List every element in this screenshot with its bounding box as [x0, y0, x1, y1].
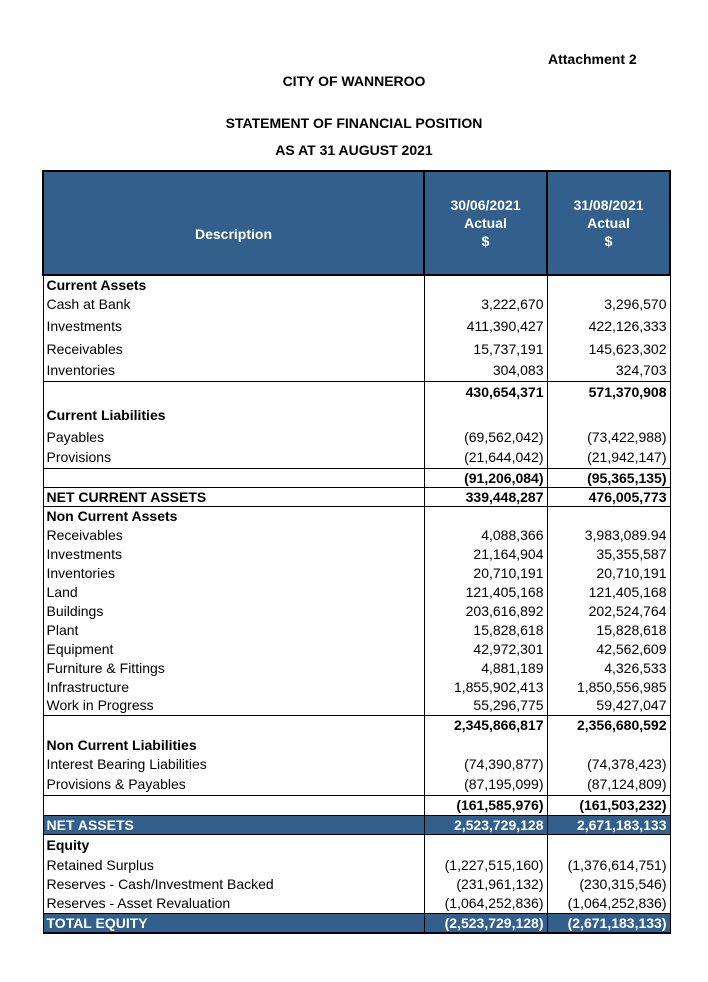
row-value-30-06-2021: 42,972,301	[424, 639, 547, 658]
row-label: Receivables	[43, 525, 424, 544]
row-value-30-06-2021: 121,405,168	[424, 582, 547, 601]
row-label: Reserves - Asset Revaluation	[43, 893, 424, 913]
row-label: Infrastructure	[43, 677, 424, 696]
row-label: Inventories	[43, 359, 424, 381]
row-label: Investments	[43, 544, 424, 563]
row-value-31-08-2021: (1,064,252,836)	[547, 893, 670, 913]
row-value-31-08-2021: 476,005,773	[547, 487, 670, 506]
table-row	[43, 403, 670, 427]
row-value-30-06-2021: (91,206,084)	[424, 468, 547, 487]
table-row	[43, 735, 670, 754]
row-value-31-08-2021: (21,942,147)	[547, 447, 670, 468]
table-row	[43, 774, 670, 795]
table-row	[43, 338, 670, 359]
row-label: Non Current Liabilities	[43, 735, 424, 754]
row-value-31-08-2021: 324,703	[547, 359, 670, 381]
row-label: NET ASSETS	[43, 815, 424, 834]
row-label: Equity	[43, 834, 424, 855]
row-value-31-08-2021: 59,427,047	[547, 696, 670, 715]
row-value-31-08-2021: 35,355,587	[547, 544, 670, 563]
row-label: Cash at Bank	[43, 294, 424, 314]
row-value-31-08-2021: 20,710,191	[547, 563, 670, 582]
row-value-31-08-2021: 42,562,609	[547, 639, 670, 658]
table-row	[43, 563, 670, 582]
row-value-30-06-2021: (161,585,976)	[424, 795, 547, 815]
row-value-30-06-2021	[424, 506, 547, 525]
table-header-row	[43, 171, 670, 275]
row-label: Interest Bearing Liabilities	[43, 754, 424, 774]
col2-label: Actual	[587, 215, 630, 231]
statement-title: STATEMENT OF FINANCIAL POSITION	[225, 115, 483, 131]
financial-position-table	[42, 170, 671, 934]
row-value-31-08-2021: 15,828,618	[547, 620, 670, 639]
row-label: Inventories	[43, 563, 424, 582]
row-label: Plant	[43, 620, 424, 639]
row-label	[43, 715, 424, 735]
row-value-30-06-2021: 15,737,191	[424, 338, 547, 359]
table-row	[43, 525, 670, 544]
row-value-31-08-2021: 121,405,168	[547, 582, 670, 601]
row-label: Provisions	[43, 447, 424, 468]
col2-date: 31/08/2021	[573, 197, 644, 213]
row-label: Buildings	[43, 601, 424, 620]
row-value-30-06-2021: 203,616,892	[424, 601, 547, 620]
row-value-31-08-2021: 1,850,556,985	[547, 677, 670, 696]
row-label: Current Assets	[43, 275, 424, 294]
row-value-31-08-2021	[547, 735, 670, 754]
row-label: Non Current Assets	[43, 506, 424, 525]
col1-header	[424, 171, 547, 275]
row-value-31-08-2021: 2,671,183,133	[547, 815, 670, 834]
table-row	[43, 815, 670, 834]
col1-date: 30/06/2021	[450, 197, 521, 213]
attachment-label: Attachment 2	[548, 51, 637, 67]
table-row	[43, 601, 670, 620]
row-label: Land	[43, 582, 424, 601]
row-value-31-08-2021: (161,503,232)	[547, 795, 670, 815]
row-value-31-08-2021: (1,376,614,751)	[547, 855, 670, 874]
table-row	[43, 582, 670, 601]
row-value-31-08-2021: 202,524,764	[547, 601, 670, 620]
row-label	[43, 795, 424, 815]
row-value-31-08-2021: (2,671,183,133)	[547, 913, 670, 933]
row-label: Equipment	[43, 639, 424, 658]
row-value-30-06-2021: 2,345,866,817	[424, 715, 547, 735]
row-label: TOTAL EQUITY	[43, 913, 424, 933]
table-row	[43, 677, 670, 696]
row-label: Retained Surplus	[43, 855, 424, 874]
row-value-31-08-2021: (73,422,988)	[547, 427, 670, 447]
row-value-31-08-2021	[547, 403, 670, 427]
row-value-30-06-2021	[424, 403, 547, 427]
row-value-30-06-2021: 2,523,729,128	[424, 815, 547, 834]
table-row	[43, 506, 670, 525]
row-label: Furniture & Fittings	[43, 658, 424, 677]
row-label: Current Liabilities	[43, 403, 424, 427]
row-value-30-06-2021	[424, 834, 547, 855]
table-row	[43, 294, 670, 314]
row-value-30-06-2021	[424, 275, 547, 294]
row-label: NET CURRENT ASSETS	[43, 487, 424, 506]
table-row	[43, 544, 670, 563]
row-label: Investments	[43, 314, 424, 338]
row-value-30-06-2021: 20,710,191	[424, 563, 547, 582]
row-value-31-08-2021: (230,315,546)	[547, 874, 670, 893]
table-row	[43, 314, 670, 338]
row-label: Provisions & Payables	[43, 774, 424, 795]
table-row	[43, 754, 670, 774]
table-row	[43, 381, 670, 403]
row-value-30-06-2021: 55,296,775	[424, 696, 547, 715]
row-value-30-06-2021: 339,448,287	[424, 487, 547, 506]
row-value-30-06-2021: (21,644,042)	[424, 447, 547, 468]
row-label	[43, 381, 424, 403]
table-row	[43, 696, 670, 715]
col2-unit: $	[604, 233, 613, 249]
row-value-30-06-2021: (74,390,877)	[424, 754, 547, 774]
row-value-30-06-2021: 4,881,189	[424, 658, 547, 677]
row-value-30-06-2021: (231,961,132)	[424, 874, 547, 893]
table-row	[43, 913, 670, 933]
row-value-31-08-2021: 4,326,533	[547, 658, 670, 677]
table-row	[43, 658, 670, 677]
row-value-30-06-2021: 411,390,427	[424, 314, 547, 338]
table-row	[43, 795, 670, 815]
statement-date: AS AT 31 AUGUST 2021	[275, 142, 433, 158]
row-value-31-08-2021: 145,623,302	[547, 338, 670, 359]
row-label	[43, 468, 424, 487]
table-row	[43, 715, 670, 735]
col2-header	[547, 171, 670, 275]
table-row	[43, 487, 670, 506]
row-label: Reserves - Cash/Investment Backed	[43, 874, 424, 893]
table-row	[43, 359, 670, 381]
table-row	[43, 834, 670, 855]
table-row	[43, 468, 670, 487]
row-value-31-08-2021: (74,378,423)	[547, 754, 670, 774]
row-value-30-06-2021: 4,088,366	[424, 525, 547, 544]
description-header: Description	[43, 171, 424, 275]
table-row	[43, 447, 670, 468]
table-row	[43, 855, 670, 874]
col1-label: Actual	[464, 215, 507, 231]
row-value-30-06-2021: (1,227,515,160)	[424, 855, 547, 874]
row-value-31-08-2021	[547, 275, 670, 294]
row-value-31-08-2021: 2,356,680,592	[547, 715, 670, 735]
row-value-31-08-2021: 571,370,908	[547, 381, 670, 403]
col1-unit: $	[481, 233, 490, 249]
row-value-30-06-2021: (2,523,729,128)	[424, 913, 547, 933]
row-value-30-06-2021: 304,083	[424, 359, 547, 381]
table-row	[43, 427, 670, 447]
row-value-31-08-2021	[547, 834, 670, 855]
row-label: Payables	[43, 427, 424, 447]
table-row	[43, 639, 670, 658]
row-value-30-06-2021: 3,222,670	[424, 294, 547, 314]
row-label: Work in Progress	[43, 696, 424, 715]
table-body	[43, 275, 670, 933]
table-row	[43, 620, 670, 639]
table-row	[43, 874, 670, 893]
row-value-30-06-2021: 15,828,618	[424, 620, 547, 639]
row-value-30-06-2021: 21,164,904	[424, 544, 547, 563]
row-value-31-08-2021: (87,124,809)	[547, 774, 670, 795]
row-value-31-08-2021: 3,296,570	[547, 294, 670, 314]
row-label: Receivables	[43, 338, 424, 359]
row-value-30-06-2021: 430,654,371	[424, 381, 547, 403]
table-row	[43, 893, 670, 913]
row-value-30-06-2021: (69,562,042)	[424, 427, 547, 447]
row-value-31-08-2021: 422,126,333	[547, 314, 670, 338]
organization-name: CITY OF WANNEROO	[282, 73, 426, 89]
row-value-30-06-2021	[424, 735, 547, 754]
row-value-31-08-2021: 3,983,089.94	[547, 525, 670, 544]
row-value-31-08-2021: (95,365,135)	[547, 468, 670, 487]
row-value-31-08-2021	[547, 506, 670, 525]
row-value-30-06-2021: 1,855,902,413	[424, 677, 547, 696]
table-row	[43, 275, 670, 294]
row-value-30-06-2021: (1,064,252,836)	[424, 893, 547, 913]
row-value-30-06-2021: (87,195,099)	[424, 774, 547, 795]
